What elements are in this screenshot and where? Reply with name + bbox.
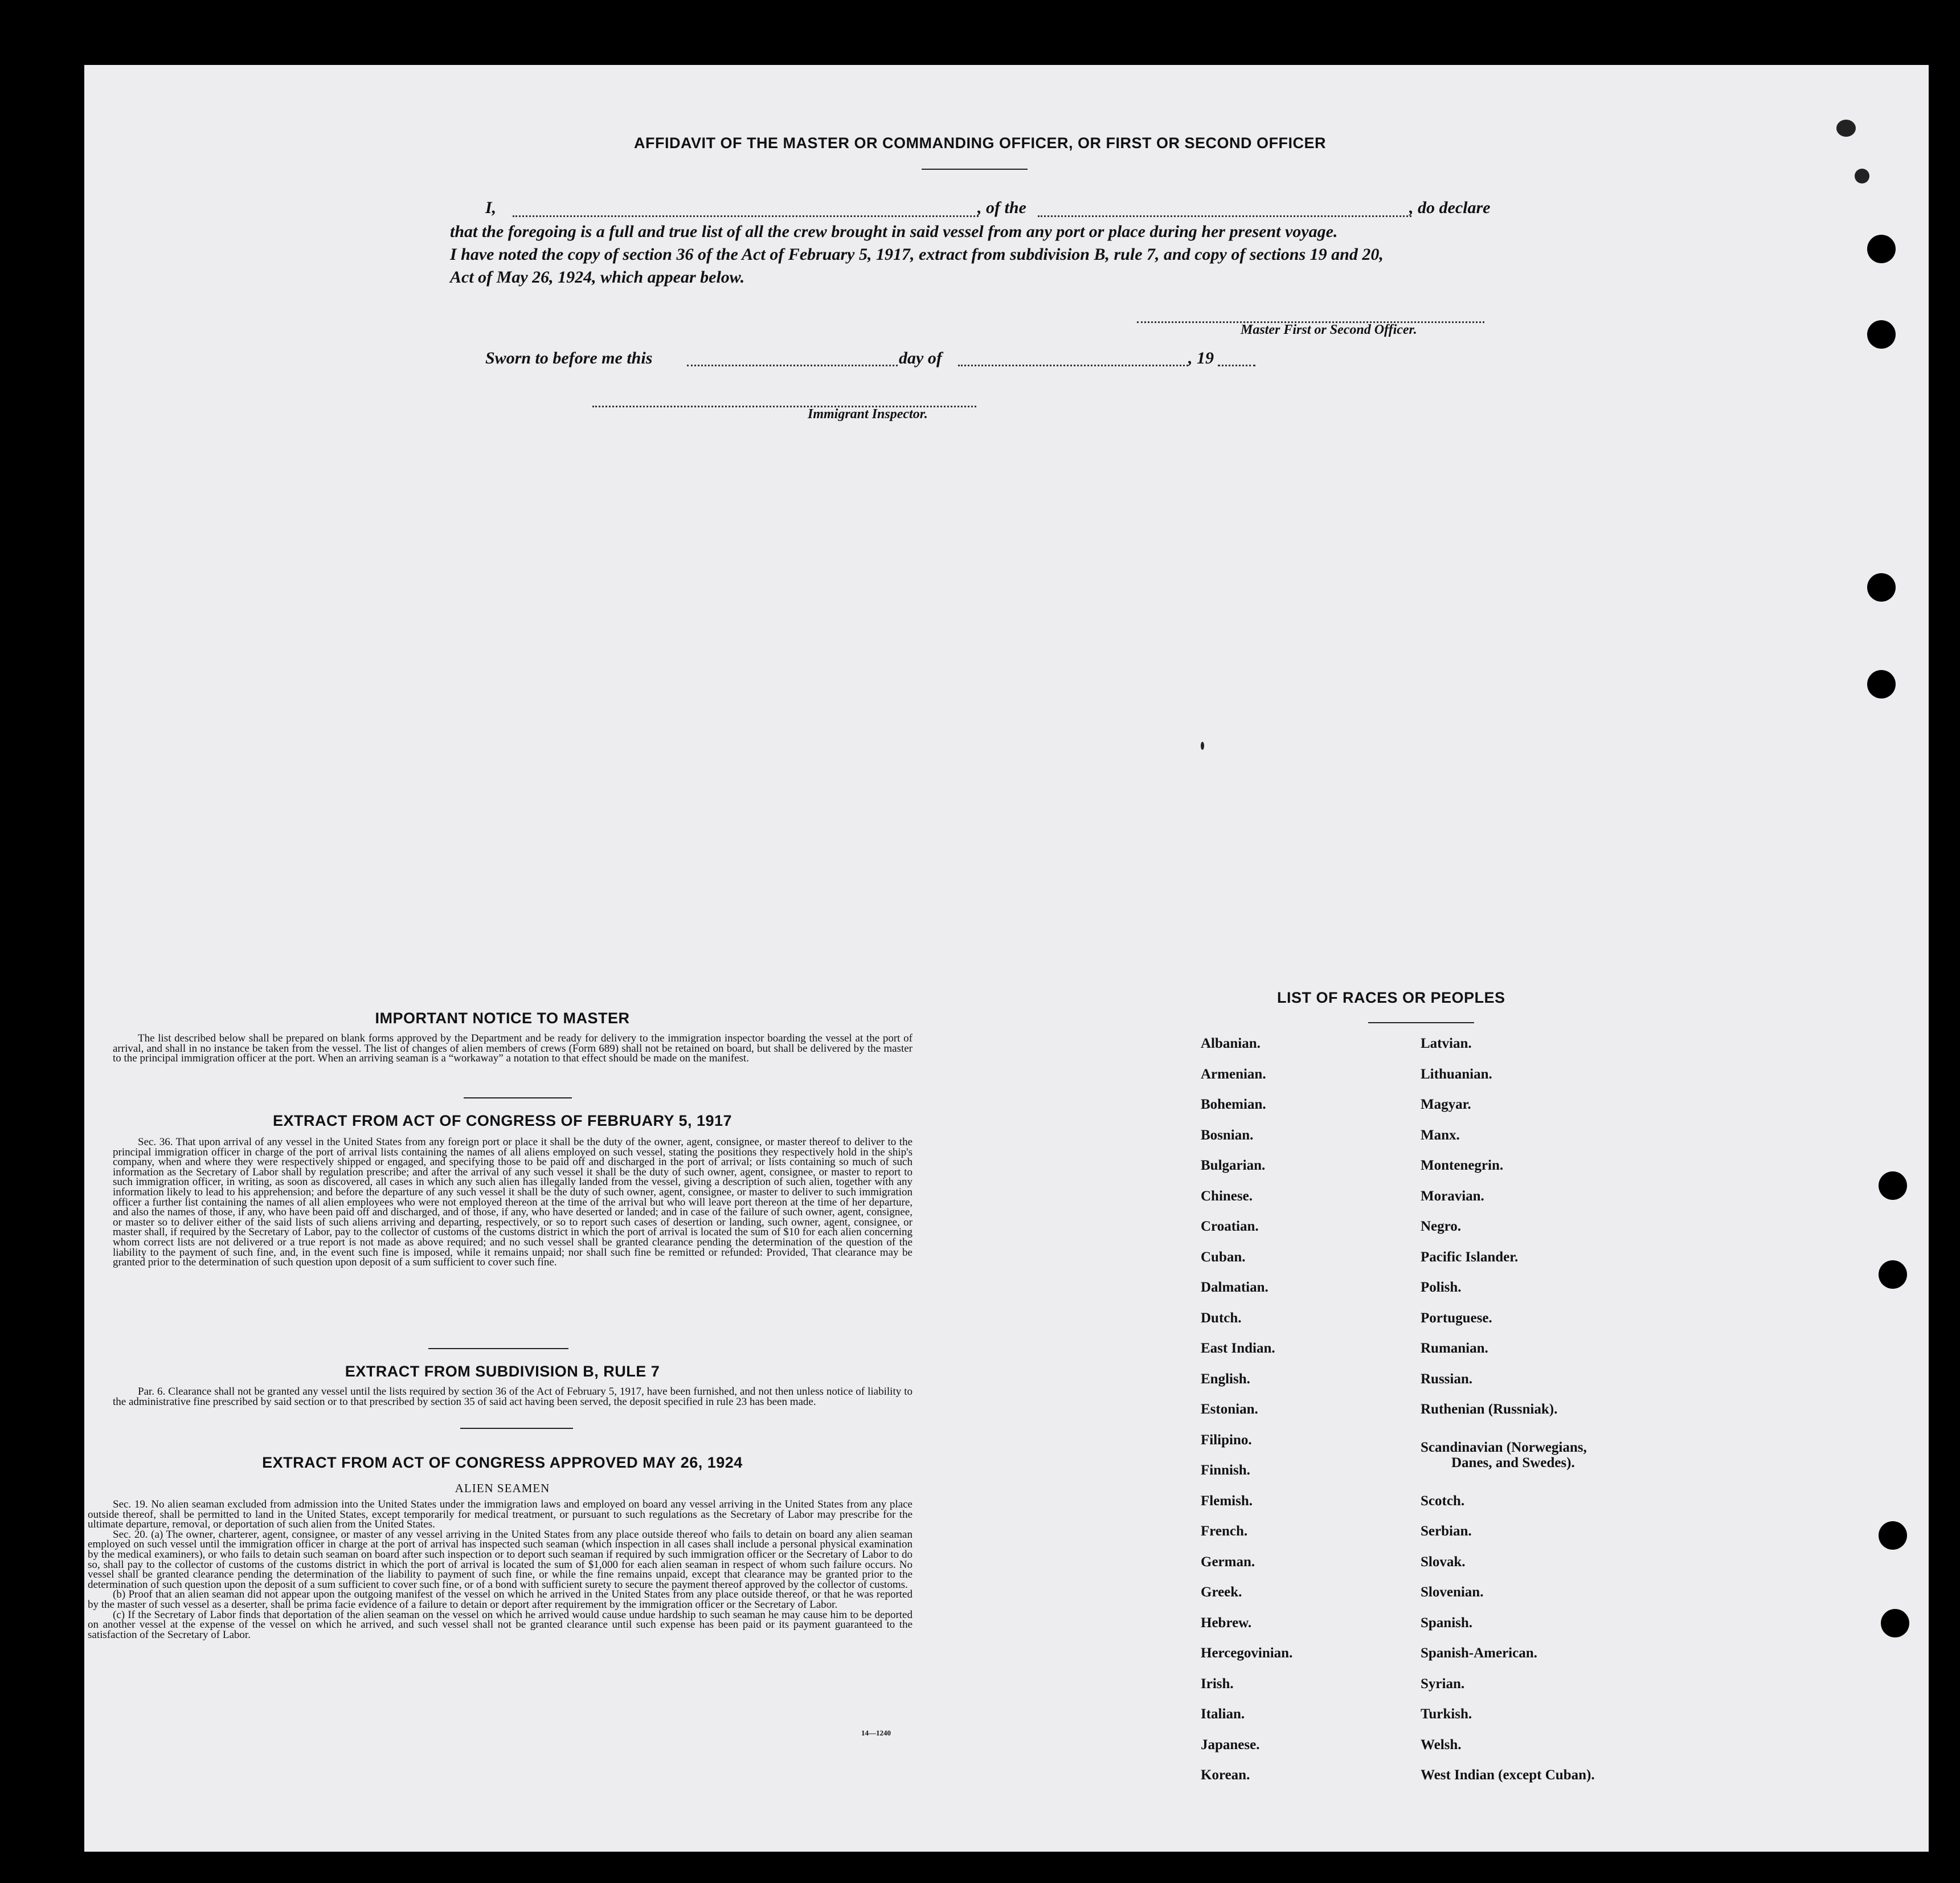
extract-1917-body — [113, 1137, 913, 1268]
notice-title: IMPORTANT NOTICE TO MASTER — [375, 1010, 630, 1027]
sworn-label: Sworn to before me this — [485, 349, 653, 367]
races-divider — [1368, 1022, 1474, 1023]
race-item: Syrian. — [1421, 1676, 1465, 1692]
extract-1924-body — [88, 1500, 913, 1640]
race-item: Spanish. — [1421, 1615, 1473, 1631]
race-item: Bulgarian. — [1201, 1158, 1266, 1173]
sec20b-text: (b) Proof that an alien seaman did not appear upon the outgoing manifest of the vessel on which he arrived in the United States from any place outside thereof, or that he was reported by the master of such vessel as a deserter, shall be prima facie evidence of a failure to detain or deport after requirement by the immigration officer or the Secretary of Labor. — [88, 1588, 913, 1611]
race-item: Negro. — [1421, 1219, 1462, 1234]
race-item: Irish. — [1201, 1676, 1234, 1692]
ink-speck — [1201, 742, 1204, 750]
race-item: Spanish-American. — [1421, 1645, 1537, 1661]
race-item: Cuban. — [1201, 1249, 1246, 1265]
alien-seamen-subtitle: ALIEN SEAMEN — [455, 1481, 550, 1495]
race-item: Korean. — [1201, 1767, 1250, 1783]
race-item: Manx. — [1421, 1128, 1460, 1143]
race-item: Scandinavian (Norwegians, — [1421, 1440, 1587, 1455]
declaration-line-1: that the foregoing is a full and true list of all the crew brought in said vessel from any port or place during her present voyage. — [450, 222, 1338, 241]
sec36-text: Sec. 36. That upon arrival of any vessel in the United States from any foreign port or place it shall be the duty of the owner, agent, consignee, or master thereof to deliver to the principal immigration officer in charge of the port of arrival lists containing the names of all aliens employed on such vessel, stating the positions they respectively hold in the ship's company, when and where they were respectively shipped or engaged, and specifying those to be paid off and discharged in the port of arrival; or lists containing so much of such information as the Secretary of Labor shall by regulation prescribe; and after the arrival of any such vessel it shall be the duty of such owner, agent, consignee, or master to report to such immigration officer, in writing, as soon as discovered, all cases in which any such alien has illegally landed from the vessel, giving a description of such alien, together with any information likely to lead to his apprehension; and before the departure of any such vessel it shall be the duty of such owner, agent, consignee, or master to deliver to such immigration officer a further list containing the names of all alien employees who were not employed thereon at the time of the arrival but who will leave port thereon at the time of her departure, and also the names of those, if any, who have been paid off and discharged, and of those, if any, who have deserted or landed; and in case of the failure of such owner, agent, consignee, or master so to deliver either of the said lists of such aliens arriving and departing, respectively, or so to report such cases of desertion or landing, such owner, agent, consignee, or master shall, if required by the Secretary of Labor, pay to the collector of customs of the customs district in which the port of arrival is located the sum of $10 for each alien concerning whom correct lists are not delivered or a true report is not made as above required; and no such vessel shall be granted clearance pending the determination of the question of the liability to the payment of such fine, and, in the event such fine is imposed, while it remains unpaid; nor shall such fine be remitted or refunded: Provided, That clearance may be granted prior to the determination of such question upon deposit of a sum sufficient to cover such fine. — [113, 1136, 913, 1269]
notice-body — [113, 1034, 913, 1064]
rule7-body — [113, 1387, 913, 1407]
race-item: Portuguese. — [1421, 1310, 1492, 1326]
section-divider — [428, 1348, 568, 1349]
race-item: Montenegrin. — [1421, 1158, 1504, 1173]
of-the-label: , of the — [977, 198, 1026, 217]
race-item: Japanese. — [1201, 1737, 1260, 1753]
sworn-day-field[interactable] — [687, 365, 898, 366]
race-item: German. — [1201, 1554, 1255, 1570]
ink-speck — [1855, 169, 1869, 183]
race-item: Scotch. — [1421, 1493, 1465, 1509]
rule7-title: EXTRACT FROM SUBDIVISION B, RULE 7 — [345, 1363, 660, 1380]
races-title: LIST OF RACES OR PEOPLES — [1277, 989, 1505, 1006]
punch-hole — [1867, 573, 1896, 602]
declarant-name-field[interactable] — [513, 215, 979, 217]
master-signature-label: Master First or Second Officer. — [1241, 322, 1417, 337]
form-number: 14—1240 — [861, 1729, 891, 1737]
punch-hole — [1879, 1260, 1907, 1289]
race-item: Welsh. — [1421, 1737, 1462, 1753]
sworn-year-field[interactable] — [1218, 365, 1255, 366]
sec20c-text: (c) If the Secretary of Labor finds that deportation of the alien seaman on the vessel on which he arrived would cause undue hardship to such seaman he may cause him to be deported on another vessel at the expense of the vessel on which he arrived, and such vessel shall not be granted clearance until such expense has been paid or its payment guaranteed to the satisfaction of the Secretary of Labor. — [88, 1608, 913, 1641]
race-item: Latvian. — [1421, 1036, 1472, 1051]
race-item: English. — [1201, 1371, 1250, 1387]
race-item: Ruthenian (Russniak). — [1421, 1402, 1558, 1417]
race-item: Italian. — [1201, 1706, 1245, 1722]
inspector-signature-label: Immigrant Inspector. — [808, 407, 928, 422]
race-item: East Indian. — [1201, 1341, 1275, 1356]
race-item: Finnish. — [1201, 1463, 1250, 1478]
race-item: Russian. — [1421, 1371, 1473, 1387]
punch-hole — [1881, 1609, 1909, 1637]
sec20a-text: Sec. 20. (a) The owner, charterer, agent, consignee, or master of any vessel arriving in the United States from any place outside thereof who fails to detain on board any alien seaman employed on such vessel until the immigration officer in charge at the port of arrival has inspected such seaman (which inspection in all cases shall include a personal physical examination by the medical examiners), or who fails to detain such seaman on board after such inspection or to deport such seaman if required by such immigration officer or the Secretary of Labor to do so, shall pay to the collector of customs of the customs district in which the port of arrival is located the sum of $1,000 for each alien seaman in respect of whom such failure occurs. No vessel shall be granted clearance pending the determination of the liability to payment of such fine, or while the fine remains unpaid, except that clearance may be granted prior to the determination of such question upon the deposit of a sum sufficient to cover such fine, or of a bond with sufficient surety to secure the payment thereof approved by the collector of customs. — [88, 1528, 913, 1591]
race-item: Danes, and Swedes). — [1451, 1455, 1575, 1471]
race-item: Greek. — [1201, 1584, 1242, 1600]
race-item: Albanian. — [1201, 1036, 1261, 1051]
race-item: Rumanian. — [1421, 1341, 1488, 1356]
section-divider — [460, 1428, 573, 1429]
race-item: Filipino. — [1201, 1432, 1252, 1448]
day-of-label: day of — [899, 349, 942, 367]
race-item: Turkish. — [1421, 1706, 1472, 1722]
sworn-month-field[interactable] — [958, 365, 1188, 366]
declaration-line-2: I have noted the copy of section 36 of the Act of February 5, 1917, extract from subdivision B, rule 7, and copy of sections 19 and 20, — [450, 245, 1384, 264]
race-item: Slovak. — [1421, 1554, 1466, 1570]
race-item: West Indian (except Cuban). — [1421, 1767, 1595, 1783]
sec19-text: Sec. 19. No alien seaman excluded from admission into the United States under the immigration laws and employed on board any vessel arriving in the United States from any place outside thereof, shall be permitted to land in the United States, except temporarily for medical treatment, or pursuant to such regulations as the Secretary of Labor may prescribe for the ultimate departure, removal, or deportation of such alien from the United States. — [88, 1498, 913, 1531]
race-item: Serbian. — [1421, 1523, 1472, 1539]
punch-hole — [1867, 670, 1896, 699]
race-item: Slovenian. — [1421, 1584, 1484, 1600]
extract-1924-title: EXTRACT FROM ACT OF CONGRESS APPROVED MAY 26, 1924 — [262, 1454, 743, 1471]
race-item: Lithuanian. — [1421, 1067, 1492, 1082]
race-item: Chinese. — [1201, 1188, 1253, 1204]
par6-text: Par. 6. Clearance shall not be granted any vessel until the lists required by section 36 of the Act of February 5, 1917, have been furnished, and not then unless notice of liability to the administrative fine prescribed by said section or to that prescribed by section 35 of said act having been served, the deposit specified in rule 23 has been made. — [113, 1386, 913, 1408]
punch-hole — [1879, 1521, 1907, 1550]
title-divider — [922, 169, 1028, 170]
race-item: Hercegovinian. — [1201, 1645, 1293, 1661]
race-item: Croatian. — [1201, 1219, 1259, 1234]
race-item: Estonian. — [1201, 1402, 1258, 1417]
declarant-label: I, — [485, 198, 497, 217]
race-item: Magyar. — [1421, 1097, 1471, 1112]
declaration-line-3: Act of May 26, 1924, which appear below. — [450, 268, 745, 287]
do-declare-label: , do declare — [1409, 198, 1491, 217]
punch-hole — [1867, 235, 1896, 263]
section-divider — [464, 1097, 572, 1098]
race-item: Armenian. — [1201, 1067, 1266, 1082]
punch-hole — [1879, 1171, 1907, 1200]
race-item: Bohemian. — [1201, 1097, 1266, 1112]
vessel-name-field[interactable] — [1038, 215, 1411, 217]
notice-text: The list described below shall be prepared on blank forms approved by the Department and be ready for delivery to the immigration inspector boarding the vessel at the port of arrival, and shall in no instance be taken from the vessel. The list of changes of alien members of crews (Form 689) shall not be retained on board, but shall be delivered by the master to the principal immigration officer at the port. When an arriving seaman is a “workaway” a notation to that effect should be made on the manifest. — [113, 1032, 913, 1065]
punch-hole — [1867, 320, 1896, 349]
race-item: French. — [1201, 1523, 1248, 1539]
affidavit-title: AFFIDAVIT OF THE MASTER OR COMMANDING OFFICER, OR FIRST OR SECOND OFFICER — [634, 134, 1326, 152]
extract-1917-title: EXTRACT FROM ACT OF CONGRESS OF FEBRUARY 5, 1917 — [272, 1112, 733, 1129]
race-item: Hebrew. — [1201, 1615, 1252, 1631]
race-item: Flemish. — [1201, 1493, 1253, 1509]
race-item: Moravian. — [1421, 1188, 1484, 1204]
race-item: Pacific Islander. — [1421, 1249, 1519, 1265]
year-label: , 19 — [1188, 349, 1214, 367]
race-item: Bosnian. — [1201, 1128, 1254, 1143]
race-item: Polish. — [1421, 1280, 1462, 1295]
race-item: Dalmatian. — [1201, 1280, 1269, 1295]
race-item: Dutch. — [1201, 1310, 1242, 1326]
